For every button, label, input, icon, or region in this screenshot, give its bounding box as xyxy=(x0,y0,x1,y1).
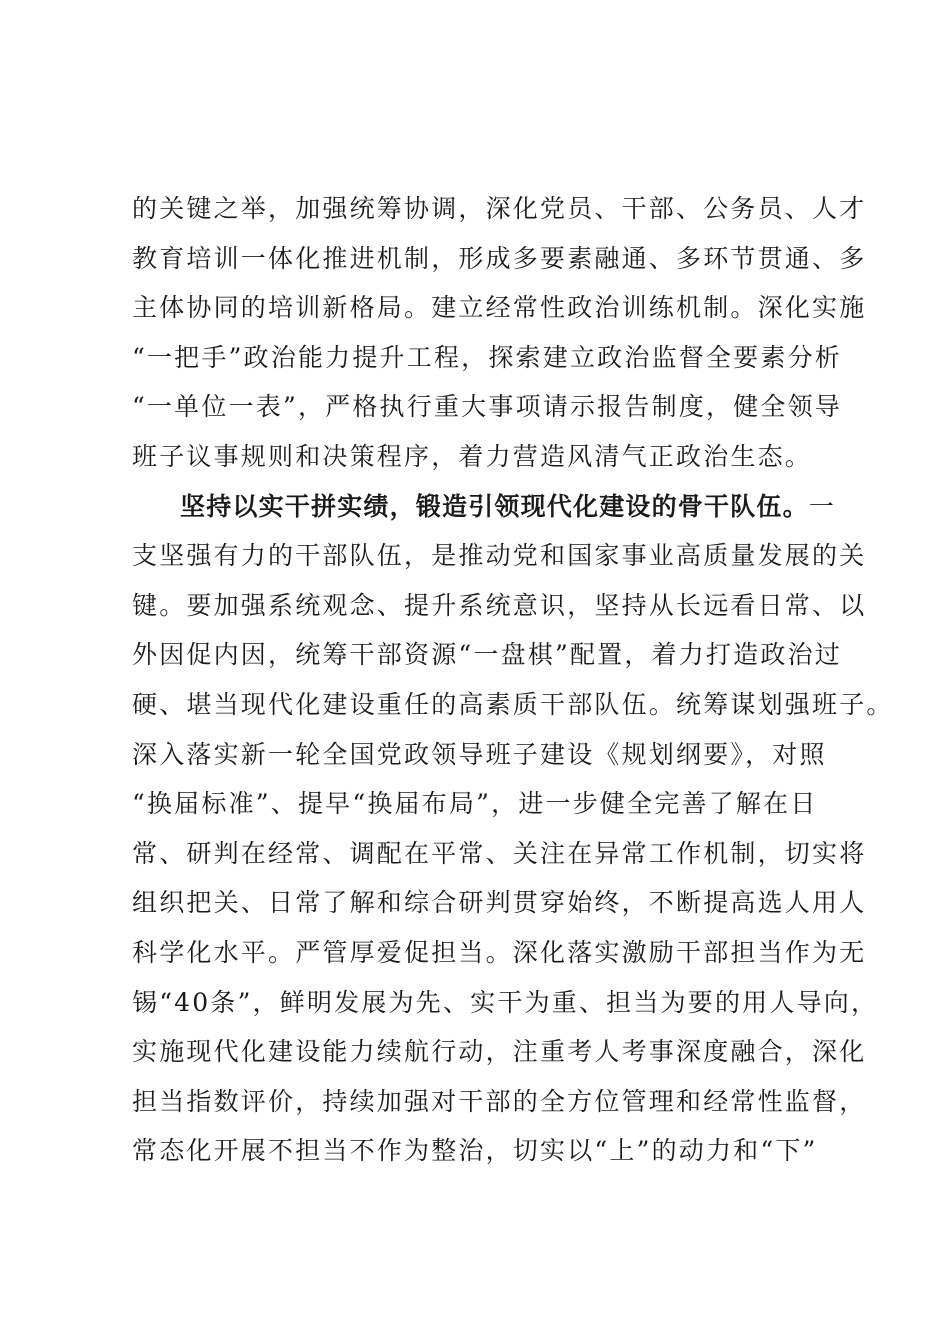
text-line: 教育培训一体化推进机制，形成多要素融通、多环节贯通、多 xyxy=(132,243,867,273)
text-line: 深入落实新一轮全国党政领导班子建设《规划纲要》，对照 xyxy=(132,739,827,769)
paragraph-heading-line xyxy=(132,482,848,532)
text-line: 实施现代化建设能力续航行动，注重考人考事深度融合，深化 xyxy=(132,1037,867,1067)
text-line: 常态化开展不担当不作为整治，切实以“上”的动力和“下” xyxy=(132,1136,818,1166)
text-line: “换届标准”、提早“换届布局”，进一步健全完善了解在日 xyxy=(132,789,818,819)
text-fragment: 一 xyxy=(808,491,837,521)
text-line: 担当指数评价，持续加强对干部的全方位管理和经常性监督， xyxy=(132,1086,867,1116)
text-line: 外因促内因，统筹干部资源“一盘棋”配置，着力打造政治过 xyxy=(132,640,842,670)
text-line: 锡“40条”，鲜明发展为先、实干为重、担当为要的用人导向， xyxy=(132,987,879,1017)
body-text xyxy=(132,184,894,1176)
text-line: 支坚强有力的干部队伍，是推动党和国家事业高质量发展的关 xyxy=(132,541,867,571)
text-line: 常、研判在经常、调配在平常、关注在异常工作机制，切实将 xyxy=(132,838,867,868)
text-line: “一单位一表”，严格执行重大事项请示报告制度，健全领导 xyxy=(132,392,842,422)
paragraph-heading: 坚持以实干拼实绩，锻造引领现代化建设的骨干队伍。 xyxy=(180,491,809,521)
text-line: “一把手”政治能力提升工程，探索建立政治监督全要素分析 xyxy=(132,342,842,372)
text-line: 班子议事规则和决策程序，着力营造风清气正政治生态。 xyxy=(132,441,813,471)
text-line: 科学化水平。严管厚爱促担当。深化落实激励干部担当作为无 xyxy=(132,937,867,967)
text-line: 硬、堪当现代化建设重任的高素质干部队伍。统筹谋划强班子。 xyxy=(132,689,894,719)
text-line: 键。要加强系统观念、提升系统意识，坚持从长远看日常、以 xyxy=(132,590,867,620)
text-line: 的关键之举，加强统筹协调，深化党员、干部、公务员、人才 xyxy=(132,194,867,223)
text-line: 主体协同的培训新格局。建立经常性政治训练机制。深化实施 xyxy=(132,293,867,323)
text-line: 组织把关、日常了解和综合研判贯穿始终，不断提高选人用人 xyxy=(132,888,867,918)
